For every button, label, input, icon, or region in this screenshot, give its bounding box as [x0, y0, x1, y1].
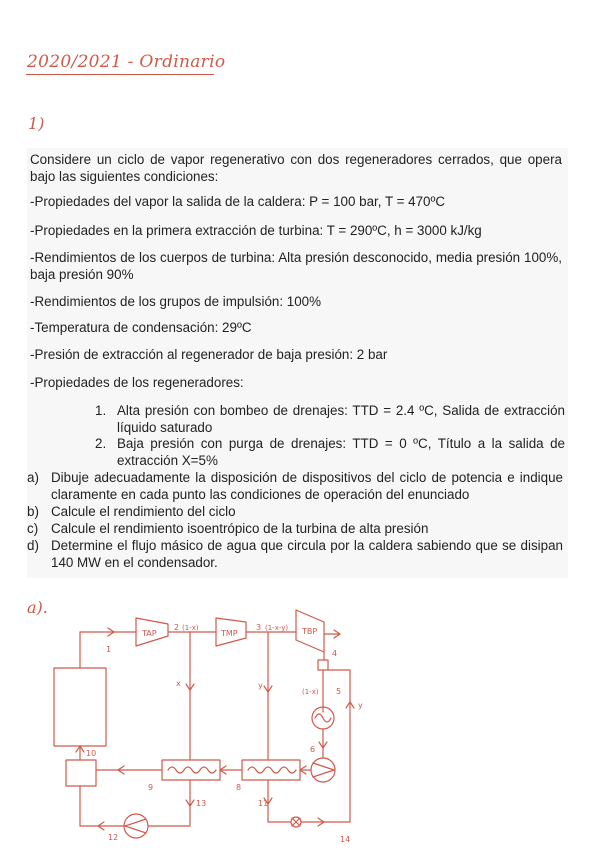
regenerator-text: Alta presión con bombeo de drenajes: TTD = 2.4 ºC, Salida de extracción líquido saturado: [117, 403, 565, 435]
condition-regenerators-title: -Propiedades de los regeneradores:: [30, 375, 244, 390]
page-heading: 2020/2021 - Ordinario: [27, 52, 226, 72]
flow-label-5: (1-x): [302, 688, 319, 696]
point-label-4: 4: [332, 649, 338, 658]
condition-pump-efficiency: -Rendimientos de los grupos de impulsión: 100%: [30, 294, 322, 309]
boiler: [54, 668, 106, 746]
problem-statement: [27, 148, 568, 578]
flow-label-y-return: y: [358, 701, 363, 710]
regenerator-text: Baja presión con purga de drenajes: TTD = 0 ºC, Título a la salida de extracción X=5%: [117, 436, 565, 468]
condition-boiler: -Propiedades del vapor la salida de la caldera: P = 100 bar, T = 470ºC: [30, 194, 446, 209]
line-hp-drain: [148, 780, 190, 826]
task-item: [27, 521, 563, 538]
low-pressure-regenerator: [242, 760, 300, 780]
condition-condensation-temp: -Temperatura de condensación: 29ºC: [30, 320, 252, 335]
drain-pump: [124, 814, 148, 838]
task-letter: b): [27, 504, 39, 519]
task-letter: c): [27, 521, 39, 536]
condenser-coil-icon: [315, 714, 331, 722]
mixing-chamber: [66, 760, 96, 786]
point-label-13: 13: [196, 799, 207, 808]
condensate-pump: [311, 758, 335, 782]
task-text: Calcule el rendimiento del ciclo: [51, 504, 236, 519]
flow-label-y: y: [258, 681, 263, 690]
lp-regenerator-coil-icon: [248, 767, 296, 773]
task-item: [27, 470, 563, 503]
regenerator-number: 1.: [95, 403, 107, 418]
answer-label: a).: [27, 598, 48, 617]
problem-intro: Considere un ciclo de vapor regenerativo con dos regeneradores cerrados, que opera bajo las siguientes condiciones:: [30, 152, 562, 184]
regenerator-item: [95, 403, 565, 436]
condition-turbine-efficiency: -Rendimientos de los cuerpos de turbina: Alta presión desconocido, media presión 100%, baja presión 90%: [30, 250, 562, 282]
point-label-14: 14: [340, 835, 351, 844]
turbine-high-label: TAP: [142, 629, 157, 638]
task-letter: d): [27, 538, 39, 553]
point-label-3: 3: [256, 623, 262, 632]
point-label-9: 9: [148, 783, 154, 792]
point-label-8: 8: [236, 783, 242, 792]
flow-label-2: (1-x): [182, 624, 199, 632]
point-label-1: 1: [106, 645, 112, 654]
turbine-low-label: TBP: [302, 627, 318, 636]
task-text: Calcule el rendimiento isoentrópico de la turbina de alta presión: [51, 521, 429, 536]
heading-underline: [26, 74, 214, 75]
task-letter: a): [27, 470, 39, 485]
point-label-6: 6: [310, 745, 316, 754]
task-text: Determine el flujo másico de agua que circula por la caldera sabiendo que se disipan 140 MW en el condensador.: [51, 538, 563, 570]
cycle-diagram: [0, 600, 600, 848]
turbine-mid-label: TMP: [221, 629, 238, 638]
condition-extraction-pressure: -Presión de extracción al regenerador de baja presión: 2 bar: [30, 347, 388, 362]
point-label-10: 10: [86, 749, 97, 758]
task-item: [27, 504, 563, 521]
pump-triangle-icon: [313, 763, 334, 777]
point-label-5: 5: [336, 687, 342, 696]
high-pressure-regenerator: [162, 760, 220, 780]
question-number: 1): [28, 114, 45, 133]
point-label-2: 2: [174, 623, 180, 632]
hp-regenerator-coil-icon: [168, 767, 216, 773]
flow-label-3: (1-x-y): [265, 624, 289, 632]
condition-first-extraction: -Propiedades en la primera extracción de turbina: T = 290ºC, h = 3000 kJ/kg: [30, 223, 482, 238]
regenerator-number: 2.: [95, 436, 107, 451]
pump-triangle-icon: [125, 819, 146, 833]
valve-cross-icon: [292, 818, 300, 826]
mixing-junction: [318, 660, 328, 670]
point-label-11: 11: [258, 799, 269, 808]
regenerator-item: [95, 436, 565, 469]
task-item: [27, 538, 563, 571]
point-label-12: 12: [108, 833, 119, 842]
task-text: Dibuje adecuadamente la disposición de dispositivos del ciclo de potencia e indique claramente en cada punto las condiciones de operación del enunciado: [51, 470, 563, 502]
line-lp-drain: [268, 780, 290, 822]
line-drain-pump-to-mixer: [80, 786, 124, 826]
flow-label-x: x: [176, 679, 181, 688]
